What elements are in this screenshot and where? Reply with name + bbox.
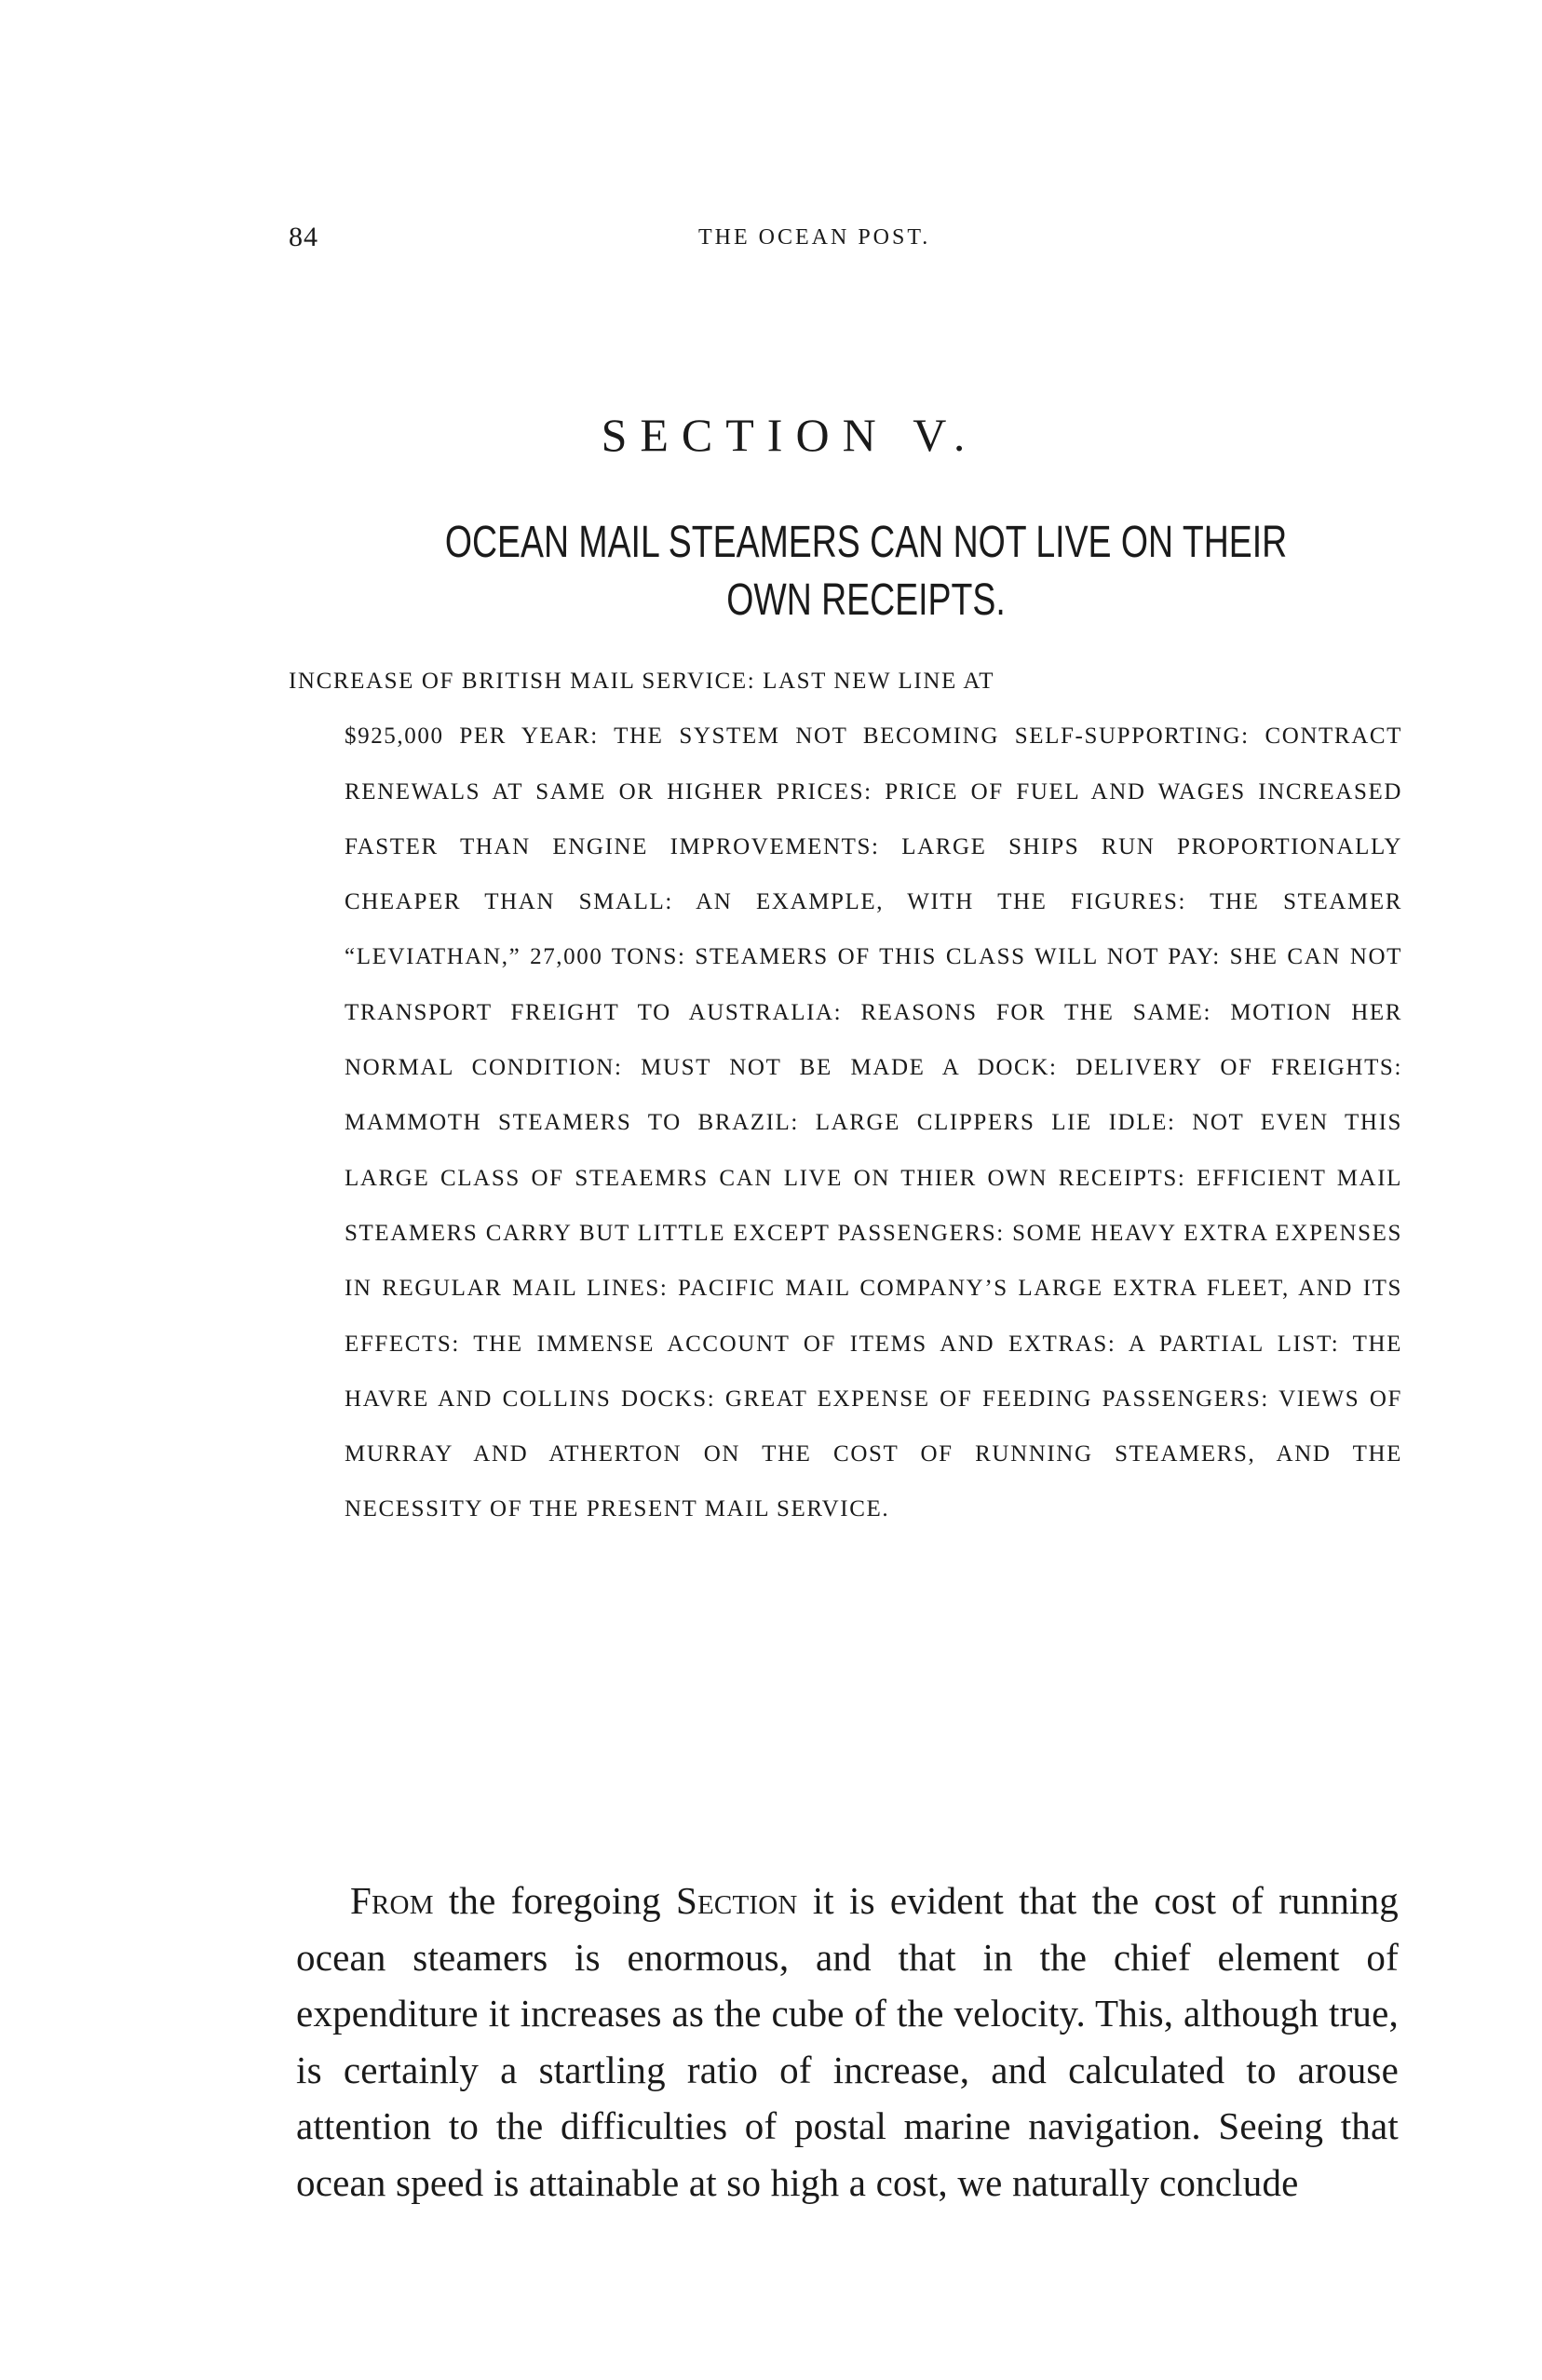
body-text-part-2: it is evident that the cost of running ocean steamers is enormous, and that in the chief element of expenditure it increases as the cube of the velocity. This, although true, is certainly a startling ratio of increase, and calculated to arouse attention to the difficulties of postal marine navigation. Seeing that ocean speed is attainable at so high a cost, we naturally conclude — [296, 1879, 1400, 2204]
section-synopsis — [289, 654, 1402, 1537]
body-paragraph — [296, 1873, 1399, 2211]
section-reference: Section — [676, 1879, 798, 1922]
section-heading: SECTION V. — [601, 409, 979, 461]
opening-word: From — [350, 1879, 434, 1922]
synopsis-first-line: INCREASE OF BRITISH MAIL SERVICE: LAST NEW LINE AT — [289, 669, 995, 694]
running-title: THE OCEAN POST. — [698, 225, 931, 250]
section-title: OCEAN MAIL STEAMERS CAN NOT LIVE ON THEIR OWN RECEIPTS. — [444, 518, 1288, 625]
running-head — [289, 222, 1406, 259]
body-text-part-1: the foregoing — [433, 1879, 677, 1922]
page-number: 84 — [289, 222, 318, 252]
synopsis-body: $925,000 PER YEAR: THE SYSTEM NOT BECOMING SELF-SUPPORTING: CONTRACT RENEWALS AT SAME OR HIGHER PRICES: PRICE OF FUEL AND WAGES INCREASED FASTER THAN ENGINE IMPROVEMENTS: LARGE SHIPS RUN PROPORTIONALLY CHEAPER THAN SMALL: AN EXAMPLE, WITH THE FIGURES: THE STEAMER “LEVIATHAN,” 27,000 TONS: STEAMERS OF THIS CLASS WILL NOT PAY: SHE CAN NOT TRANSPORT FREIGHT TO AUSTRALIA: REASONS FOR THE SAME: MOTION HER NORMAL CONDITION: MUST NOT BE MADE A DOCK: DELIVERY OF FREIGHTS: MAMMOTH STEAMERS TO BRAZIL: LARGE CLIPPERS LIE IDLE: NOT EVEN THIS LARGE CLASS OF STEAEMRS CAN LIVE ON THIER OWN RECEIPTS: EFFICIENT MAIL STEAMERS CARRY BUT LITTLE EXCEPT PASSENGERS: SOME HEAVY EXTRA EXPENSES IN REGULAR MAIL LINES: PACIFIC MAIL COMPANY’S LARGE EXTRA FLEET, AND ITS EFFECTS: THE IMMENSE ACCOUNT OF ITEMS AND EXTRAS: A PARTIAL LIST: THE HAVRE AND COLLINS DOCKS: GREAT EXPENSE OF FEEDING PASSENGERS: VIEWS OF MURRAY AND ATHERTON ON THE COST OF RUNNING STEAMERS, AND THE NECESSITY OF THE PRESENT MAIL SERVICE. — [345, 723, 1402, 1522]
